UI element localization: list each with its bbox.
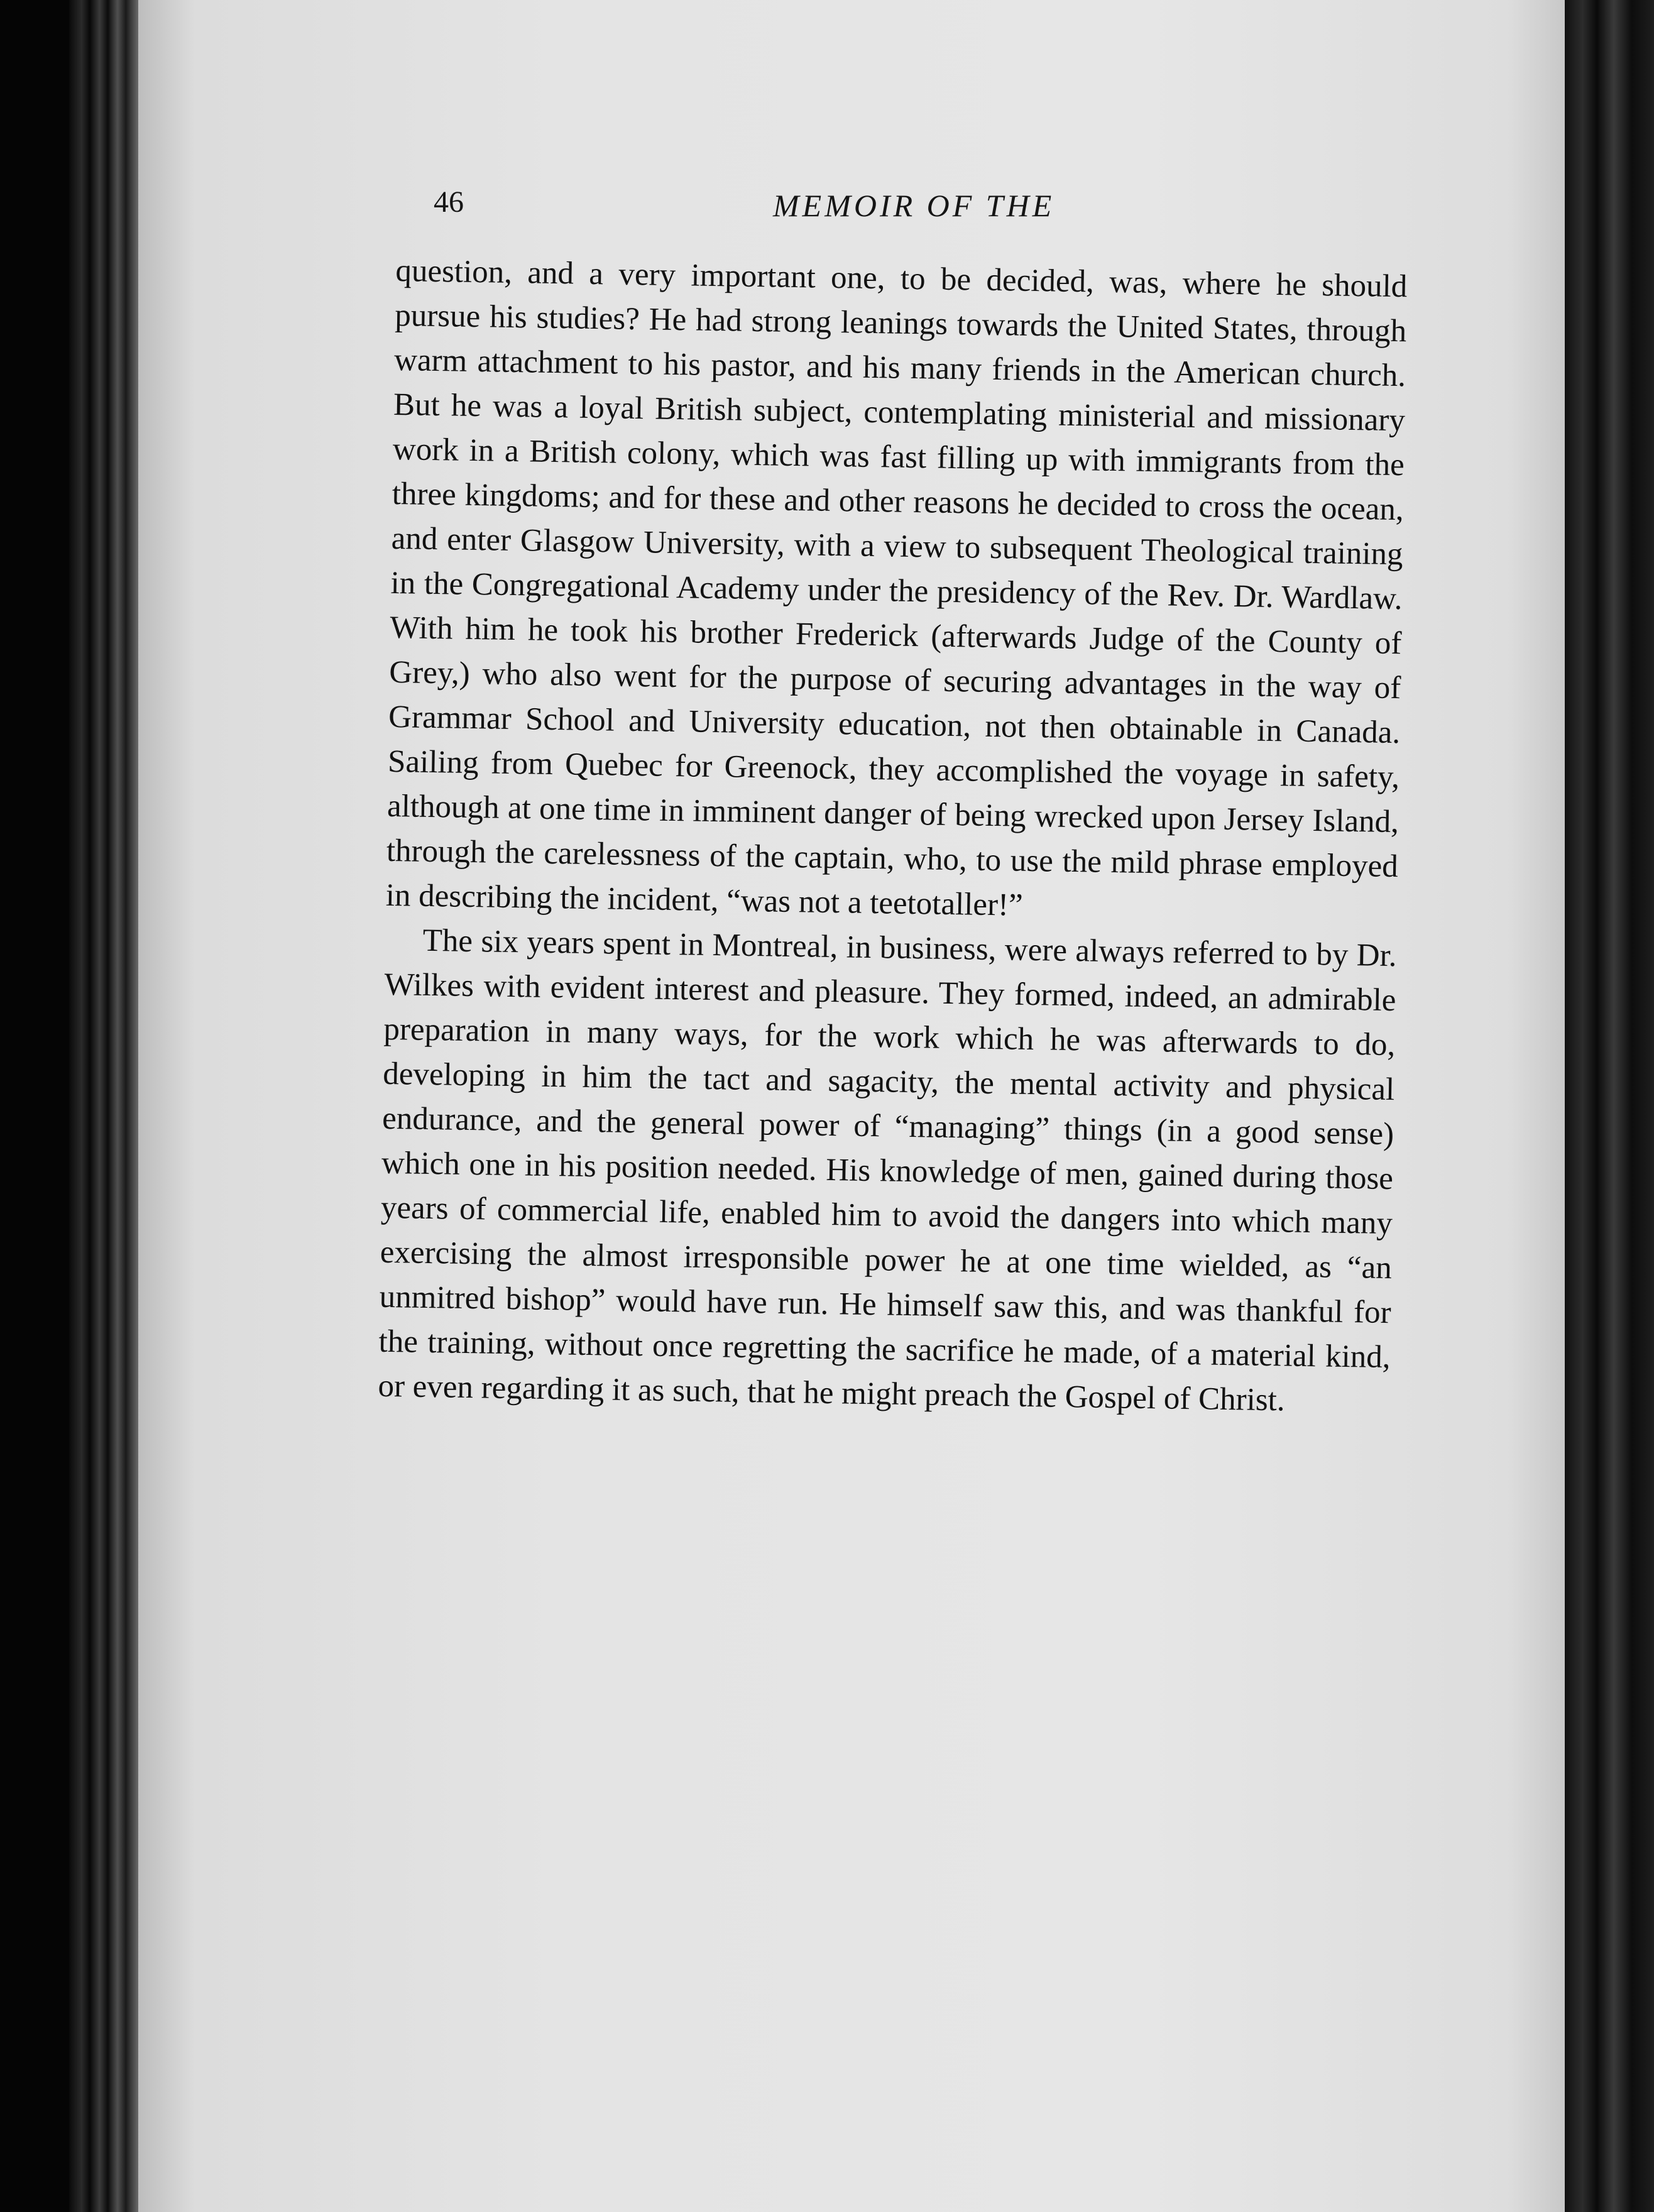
body-text (378, 249, 1408, 1425)
paragraph-1: question, and a very important one, to be decided, was, where he should pursue his studies? He had strong leanings towards the United States, through warm attachment to his pastor, and his many friends in the American church. But he was a loyal British subject, contemplating ministerial and missionary work in a British colony, which was fast filling up with immigrants from the three kingdoms; and for these and other reasons he decided to cross the ocean, and enter Glasgow University, with a view to subsequent Theological training in the Congregational Academy under the presidency of the Rev. Dr. Wardlaw. With him he took his brother Frederick (afterwards Judge of the County of Grey,) who also went for the purpose of securing advantages in the way of Grammar School and University education, not then obtainable in Canada. Sailing from Quebec for Greenock, they accomplished the voyage in safety, although at one time in imminent danger of being wrecked upon Jersey Island, through the carelessness of the captain, who, to use the mild phrase employed in describing the incident, “was not a teetotaller!” (385, 253, 1408, 923)
page-number: 46 (434, 185, 464, 219)
running-title: MEMOIR OF THE (773, 188, 1055, 223)
book-fore-edge (1565, 0, 1654, 2212)
book-binding (69, 0, 138, 2212)
page-header (434, 185, 1414, 235)
paragraph-2: The six years spent in Montreal, in business, were always referred to by Dr. Wilkes with evident interest and pleasure. They formed, indeed, an admirable preparation in many ways, for the work which he was afterwards to do, developing in him the tact and sagacity, the mental activity and physical endurance, and the general power of “managing” things (in a good sense) which one in his position needed. His knowledge of men, gained during those years of commercial life, enabled him to avoid the dangers into which many exercising the almost irresponsible power he at one time wielded, as “an unmitred bishop” would have run. He himself saw this, and was thankful for the training, without once regretting the sacrifice he made, of a material kind, or even regarding it as such, that he might preach the Gospel of Christ. (378, 923, 1397, 1418)
